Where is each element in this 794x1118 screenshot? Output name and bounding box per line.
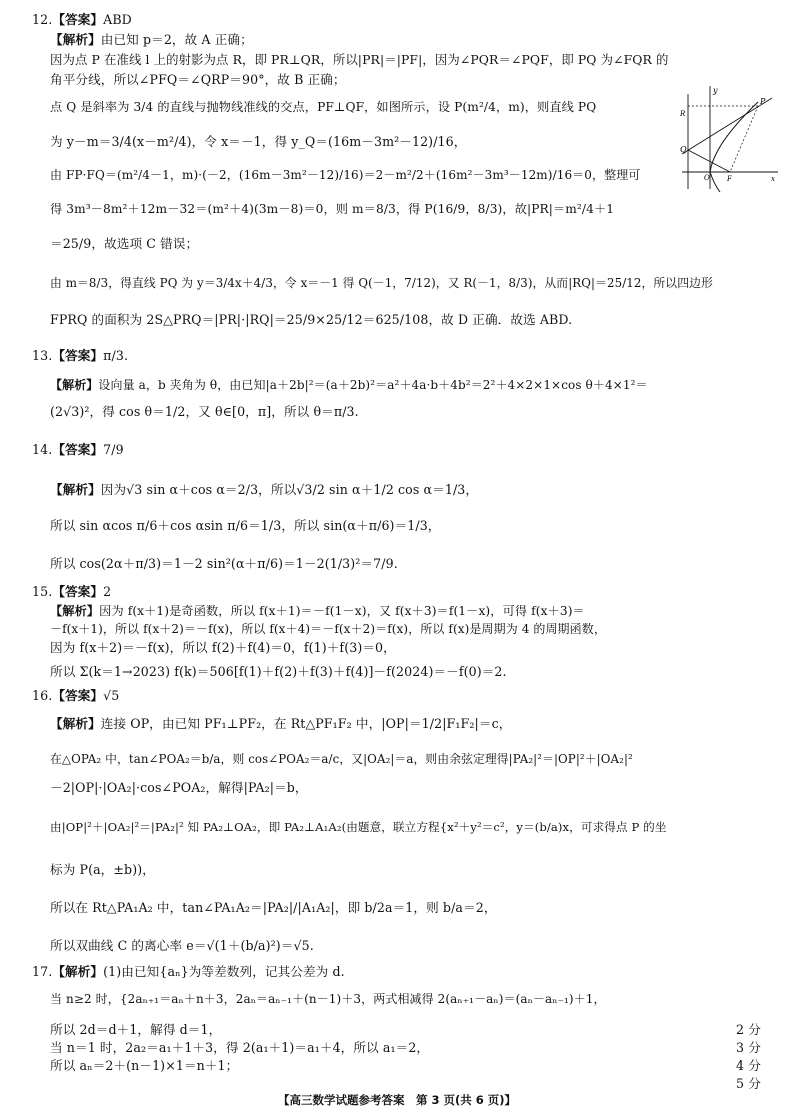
q12-line-6: 由 FP·FQ＝(m²/4－1，m)·(－2，(16m－3m²－12)/16)＝2－m²/2＋(16m²－3m³－12m)/16＝0，整理可: [50, 168, 641, 182]
fig-label-y: y: [713, 86, 718, 95]
q12-line-9: 由 m＝8/3，得直线 PQ 为 y＝3/4x＋4/3，令 x＝－1 得 Q(－1，7/12)，又 R(－1，8/3)，从而|RQ|＝25/12，所以四边形: [50, 276, 713, 290]
q12-line-8: ＝25/9，故选项 C 错误；: [50, 236, 199, 251]
q17-line-5: 所以 aₙ＝2＋(n－1)×1＝n＋1；: [50, 1058, 239, 1073]
q17-score-2: 3 分: [736, 1040, 761, 1055]
q17-line-2: 当 n≥2 时，{2aₙ₊₁＝aₙ＋n＋3，2aₙ＝aₙ₋₁＋(n－1)＋3，两式相减得 2(aₙ₊₁－aₙ)＝(aₙ－aₙ₋₁)＋1，: [50, 992, 606, 1006]
q12-line-5: 为 y－m＝3/4(x－m²/4)，令 x＝－1，得 y_Q＝(16m－3m²－12)/16，: [50, 134, 467, 149]
q14-answer-line: 14.【答案】7/9: [32, 442, 124, 457]
q17-line-3: 所以 2d＝d＋1，解得 d＝1，: [50, 1022, 222, 1037]
q12-answer-line: 12.【答案】ABD: [32, 12, 132, 27]
q17-line-1: 17.【解析】(1)由已知{aₙ}为等差数列，记其公差为 d.: [32, 964, 345, 979]
q12-line-4: 点 Q 是斜率为 3/4 的直线与抛物线准线的交点，PF⊥QF，如图所示，设 P(m²/4，m)，则直线 PQ: [50, 100, 597, 114]
q16-line-2: 在△OPA₂ 中，tan∠POA₂＝b/a，则 cos∠POA₂＝a/c，又|OA₂|＝a，则由余弦定理得|PA₂|²＝|OP|²＋|OA₂|²: [50, 752, 633, 766]
q12-line-7: 得 3m³－8m²＋12m－32＝(m²＋4)(3m－8)＝0，则 m＝8/3，得 P(16/9，8/3)，故|PR|＝m²/4＋1: [50, 202, 615, 216]
q12-line-2: 因为点 P 在准线 l 上的射影为点 R，即 PR⊥QR，所以|PR|＝|PF|，因为∠PQR＝∠PQF，即 PQ 为∠FQR 的: [50, 52, 669, 67]
q17-score-3: 4 分: [736, 1058, 761, 1073]
q14-line-3: 所以 cos(2α＋π/3)＝1－2 sin²(α＋π/6)＝1－2(1/3)²＝7/9.: [50, 556, 398, 571]
q16-line-1: 【解析】连接 OP，由已知 PF₁⊥PF₂，在 Rt△PF₁F₂ 中，|OP|＝1/2|F₁F₂|＝c，: [50, 716, 512, 731]
line-pq: [682, 98, 772, 154]
line-qf: [688, 150, 730, 172]
fig-label-p: P: [760, 97, 766, 106]
q16-line-6: 所以在 Rt△PA₁A₂ 中，tan∠PA₁A₂＝|PA₂|/|A₁A₂|，即 b/2a＝1，则 b/a＝2，: [50, 900, 497, 915]
parabola-figure: [680, 84, 780, 194]
page-footer: 【高三数学试题参考答案 第 3 页(共 6 页)】: [277, 1093, 517, 1107]
q16-line-4: 由|OP|²＋|OA₂|²＝|PA₂|² 知 PA₂⊥OA₂，即 PA₂⊥A₁A₂(由题意，联立方程{x²＋y²＝c²，y＝(b/a)x，可求得点 P 的坐: [50, 820, 667, 834]
q15-answer-line: 15.【答案】2: [32, 584, 112, 599]
q15-line-4: 所以 Σ(k＝1→2023) f(k)＝506[f(1)＋f(2)＋f(3)＋f(4)]－f(2024)＝－f(0)＝2.: [50, 664, 507, 679]
q17-score-1: 2 分: [736, 1022, 761, 1037]
fig-label-f: F: [727, 175, 732, 183]
q14-line-2: 所以 sin αcos π/6＋cos αsin π/6＝1/3，所以 sin(α＋π/6)＝1/3，: [50, 518, 441, 533]
q12-line-10: FPRQ 的面积为 2S△PRQ＝|PR|·|RQ|＝25/9×25/12＝625/108，故 D 正确．故选 ABD.: [50, 312, 573, 327]
q17-score-4: 5 分: [736, 1076, 761, 1091]
fig-label-q: Q: [680, 145, 687, 154]
q13-answer-line: 13.【答案】π/3.: [32, 348, 129, 363]
q13-line-2: (2√3)²，得 cos θ＝1/2，又 θ∈[0，π]，所以 θ＝π/3.: [50, 404, 359, 419]
q16-answer-line: 16.【答案】√5: [32, 688, 120, 703]
q16-line-5: 标为 P(a，±b))，: [50, 862, 155, 877]
q16-line-3: －2|OP|·|OA₂|·cos∠POA₂，解得|PA₂|＝b，: [50, 780, 308, 795]
q15-line-3: 因为 f(x＋2)＝－f(x)，所以 f(2)＋f(4)＝0，f(1)＋f(3)＝0，: [50, 640, 396, 655]
fig-label-o: O: [704, 174, 710, 182]
q12-line-3: 角平分线，所以∠PFQ＝∠QRP＝90°，故 B 正确；: [50, 72, 346, 87]
q15-line-2: －f(x＋1)，所以 f(x＋2)＝－f(x)，所以 f(x＋4)＝－f(x＋2)＝f(x)，所以 f(x)是周期为 4 的周期函数，: [50, 622, 606, 636]
fig-label-x: x: [771, 175, 775, 183]
fig-label-r: R: [680, 110, 686, 118]
parabola-curve: [710, 102, 758, 192]
q17-line-4: 当 n＝1 时，2a₂＝a₁＋1＋3，得 2(a₁＋1)＝a₁＋4，所以 a₁＝2，: [50, 1040, 430, 1055]
q12-line-1: 【解析】由已知 p＝2，故 A 正确；: [50, 32, 253, 47]
q14-line-1: 【解析】因为√3 sin α＋cos α＝2/3，所以√3/2 sin α＋1/2 cos α＝1/3，: [50, 482, 479, 497]
q16-line-7: 所以双曲线 C 的离心率 e＝√(1＋(b/a)²)＝√5.: [50, 938, 314, 953]
q15-line-1: 【解析】因为 f(x＋1)是奇函数，所以 f(x＋1)＝－f(1－x)，又 f(x＋3)＝f(1－x)，可得 f(x＋3)＝: [50, 604, 585, 618]
q13-line-1: 【解析】设向量 a，b 夹角为 θ，由已知|a＋2b|²＝(a＋2b)²＝a²＋4a·b＋4b²＝2²＋4×2×1×cos θ＋4×1²＝: [50, 378, 648, 392]
